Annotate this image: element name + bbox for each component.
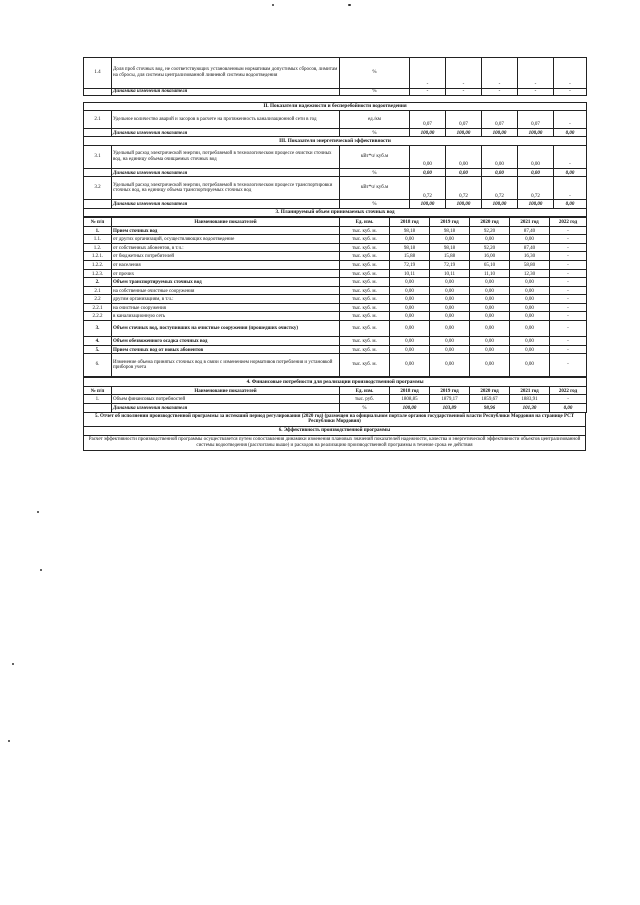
section-6-title: 6. Эффективность производственной программы [83, 427, 586, 436]
cell: 0,00 [430, 321, 470, 337]
cell: 0,00 [410, 145, 446, 168]
row-num: 1.2.3. [84, 269, 112, 278]
column-header: 2022 год [550, 217, 587, 226]
cell: 0,00 [470, 337, 510, 346]
table-row [84, 269, 587, 278]
cell: 0,00 [518, 145, 554, 168]
cell: 0,00 [390, 286, 430, 295]
row-text: Объем финансовых потребностей [112, 395, 340, 404]
cell: 0,00 [554, 200, 587, 208]
cell: 0,07 [446, 110, 482, 128]
cell: 100,00 [518, 128, 554, 136]
row-unit: тыс. куб. м. [340, 312, 390, 321]
cell: 0,07 [482, 110, 518, 128]
cell: 1883,91 [510, 395, 550, 404]
cell: - [550, 235, 587, 244]
dynamics-label: Динамика изменения показателя [112, 89, 340, 96]
scan-speck [8, 740, 10, 742]
cell: - [550, 269, 587, 278]
dynamics-unit: % [340, 89, 410, 96]
cell: 98,18 [390, 243, 430, 252]
cell: 0,00 [470, 235, 510, 244]
cell: 0,00 [510, 278, 550, 287]
cell: 0,00 [446, 168, 482, 176]
row-num: 1. [84, 395, 112, 404]
row-text: на собственные очистные сооружения [112, 286, 340, 295]
table-row [84, 303, 587, 312]
row-num: 2.2.2 [84, 312, 112, 321]
row-num: 4. [84, 337, 112, 346]
cell: 0,00 [390, 354, 430, 377]
row-unit: тыс. куб. м. [340, 286, 390, 295]
column-header: 2018 год [390, 386, 430, 395]
scan-speck [12, 663, 14, 665]
cell: 0,00 [554, 128, 587, 136]
dynamics-unit: % [340, 128, 410, 136]
cell: - [550, 303, 587, 312]
cell: - [550, 395, 587, 404]
cell: 0,00 [390, 345, 430, 354]
row-unit: тыс. куб. м. [340, 278, 390, 287]
table-row [84, 252, 587, 261]
row-num: 1.4 [84, 58, 112, 89]
dynamics-unit: % [340, 200, 410, 208]
dynamics-label: Динамика изменения показателя [112, 200, 340, 208]
cell: 0,07 [410, 110, 446, 128]
row-text: Объем обезвоженного осадка сточных вод [112, 337, 340, 346]
row-num: 1.2. [84, 243, 112, 252]
cell: 0,00 [390, 312, 430, 321]
dynamics-unit: % [340, 404, 390, 413]
cell: 0,00 [510, 303, 550, 312]
row-num: 1.1. [84, 235, 112, 244]
column-header: Ед. изм. [340, 217, 390, 226]
column-header: Ед. изм. [340, 386, 390, 395]
table-row [84, 404, 587, 413]
section-5-report: 5. Отчет об исполнении производственной программы за истекший период регулирования (2020 год) (размещен на официальном портале органов государственной власти Республики Мордовия на странице РСТ Республики Мордовия) [83, 413, 586, 428]
cell: - [554, 177, 587, 200]
cell: 0,00 [430, 354, 470, 377]
row-text: от населения [112, 260, 340, 269]
cell: 15,88 [390, 252, 430, 261]
cell: 0,00 [550, 404, 587, 413]
row-text: от прочих [112, 269, 340, 278]
cell: 0,72 [446, 177, 482, 200]
row-unit: тыс. куб. м. [340, 321, 390, 337]
column-header: 2019 год [430, 386, 470, 395]
table-row [84, 395, 587, 404]
cell: - [410, 58, 446, 89]
cell: - [482, 89, 518, 96]
cell: 0,00 [510, 295, 550, 304]
cell: 100,00 [410, 128, 446, 136]
cell: 0,00 [470, 345, 510, 354]
cell: 12,30 [510, 269, 550, 278]
dynamics-label: Динамика изменения показателя [112, 168, 340, 176]
cell: 0,00 [470, 312, 510, 321]
row-num: 1. [84, 226, 112, 235]
column-header: 2018 год [390, 217, 430, 226]
cell: 0,00 [390, 278, 430, 287]
cell: 0,00 [430, 312, 470, 321]
row-num: 1.2.1. [84, 252, 112, 261]
cell: 0,00 [510, 312, 550, 321]
cell: 72,19 [430, 260, 470, 269]
table-row [84, 243, 587, 252]
row-text: от других организаций, осуществляющих водоотведение [112, 235, 340, 244]
row-unit: тыс. руб. [340, 395, 390, 404]
row-text: Удельное количество аварий и засоров в расчете на протяженность канализационной сети в год [112, 110, 340, 128]
cell: 100,00 [446, 128, 482, 136]
cell: - [554, 145, 587, 168]
row-num: 5. [84, 345, 112, 354]
table-row [84, 337, 587, 346]
cell: 11,10 [470, 269, 510, 278]
cell: 16,00 [470, 252, 510, 261]
cell: - [550, 295, 587, 304]
cell: 10,11 [430, 269, 470, 278]
document-sheet [83, 57, 586, 451]
table-row [84, 235, 587, 244]
cell: 100,00 [390, 404, 430, 413]
cell: 100,00 [518, 200, 554, 208]
row-text: от собственных абонентов, в т.ч.: [112, 243, 340, 252]
table-row [84, 226, 587, 235]
row-num: 3.1 [84, 145, 112, 168]
cell: 0,00 [430, 235, 470, 244]
cell: 101,30 [510, 404, 550, 413]
cell: 98,18 [430, 226, 470, 235]
cell: 0,00 [430, 337, 470, 346]
row-text: Прием сточных вод от новых абонентов [112, 345, 340, 354]
cell: 0,00 [430, 345, 470, 354]
row-text: Прием сточных вод [112, 226, 340, 235]
row-num: 6. [84, 354, 112, 377]
cell: 0,00 [470, 354, 510, 377]
row-num: 3. [84, 321, 112, 337]
row-text: Объем транспортируемых сточных вод [112, 278, 340, 287]
cell: 0,00 [390, 303, 430, 312]
table-header-row [84, 386, 587, 395]
cell: - [550, 252, 587, 261]
table-row [84, 295, 587, 304]
cell: 0,00 [470, 321, 510, 337]
cell: 10,11 [390, 269, 430, 278]
row-num: 2.2.1 [84, 303, 112, 312]
cell: 0,00 [470, 286, 510, 295]
row-text: Изменение объема принятых сточных вод в связи с изменением нормативов потребления и установкой приборов учета [112, 354, 340, 377]
cell: 0,00 [390, 235, 430, 244]
cell: 15,88 [430, 252, 470, 261]
cell: 100,00 [446, 200, 482, 208]
row-unit: тыс. куб. м. [340, 295, 390, 304]
cell: - [550, 337, 587, 346]
row-text: Удельный расход электрической энергии, потребляемой в технологическом процессе транспортировки сточных вод, на единицу объема транспортируемых сточных вод [112, 177, 340, 200]
dynamics-label: Динамика изменения показателя [112, 404, 340, 413]
cell: - [550, 243, 587, 252]
cell: 98,18 [390, 226, 430, 235]
cell: 100,00 [482, 128, 518, 136]
column-header: 2022 год [550, 386, 587, 395]
row-unit: тыс. куб. м. [340, 243, 390, 252]
row-num: 3.2 [84, 177, 112, 200]
cell: 0,72 [410, 177, 446, 200]
table-planned-volume [83, 217, 587, 377]
cell: 0,00 [510, 354, 550, 377]
row-num: 2.1 [84, 110, 112, 128]
table-row [84, 260, 587, 269]
table-row [84, 345, 587, 354]
cell: - [554, 89, 587, 96]
table-top [83, 57, 587, 96]
table-financial [83, 377, 587, 412]
cell: - [550, 278, 587, 287]
cell: 87,40 [510, 226, 550, 235]
cell: 98,96 [470, 404, 510, 413]
scan-speck [348, 4, 351, 6]
cell: - [482, 58, 518, 89]
column-header: 2019 год [430, 217, 470, 226]
table-row [84, 286, 587, 295]
row-text: Доля проб сточных вод, не соответствующих установленным нормативам допустимых сбросов, лимитам на сбросы, для системы централизованной ливневой системы водоотведения [112, 58, 340, 89]
cell: 0,00 [518, 168, 554, 176]
cell: - [446, 58, 482, 89]
table-indicators [83, 102, 587, 217]
cell: 0,00 [470, 278, 510, 287]
row-text: Удельный расход электрической энергии, потребляемой в технологическом процессе очистки сточных вод, на единицу объема очищаемых сточных вод [112, 145, 340, 168]
dynamics-unit: % [340, 168, 410, 176]
section-title: 3. Планируемый объем принимаемых сточных вод [84, 208, 587, 216]
row-text: от бюджетных потребителей [112, 252, 340, 261]
cell: 0,00 [390, 295, 430, 304]
cell: 0,00 [430, 303, 470, 312]
cell: 58,80 [510, 260, 550, 269]
cell: - [550, 226, 587, 235]
cell: 103,89 [430, 404, 470, 413]
cell: 0,07 [518, 110, 554, 128]
cell: 1879,17 [430, 395, 470, 404]
column-header: 2021 год [510, 217, 550, 226]
row-unit: тыс. куб. м. [340, 354, 390, 377]
row-unit: тыс. куб. м. [340, 226, 390, 235]
cell: - [550, 345, 587, 354]
cell: 0,00 [446, 145, 482, 168]
column-header: № п/п [84, 386, 112, 395]
cell: 92,20 [470, 243, 510, 252]
cell: 0,00 [390, 337, 430, 346]
cell: 98,18 [430, 243, 470, 252]
row-num: 1.2.2. [84, 260, 112, 269]
cell: 0,00 [470, 295, 510, 304]
table-row [84, 278, 587, 287]
row-unit: кВт*ч/ куб.м [340, 177, 410, 200]
column-header: 2020 год [470, 217, 510, 226]
row-unit: тыс. куб. м. [340, 303, 390, 312]
column-header: № п/п [84, 217, 112, 226]
column-header: 2021 год [510, 386, 550, 395]
cell: - [410, 89, 446, 96]
cell: 0,00 [554, 168, 587, 176]
row-text: в канализационную сеть [112, 312, 340, 321]
cell: 0,00 [482, 145, 518, 168]
row-text: на очистные сооружения [112, 303, 340, 312]
cell: 0,00 [510, 321, 550, 337]
scan-speck [40, 569, 42, 571]
table-row [84, 354, 587, 377]
row-num: 2.2 [84, 295, 112, 304]
cell: 1808,85 [390, 395, 430, 404]
column-header: Наименование показателей [112, 386, 340, 395]
row-unit: тыс. куб. м. [340, 252, 390, 261]
cell: 100,00 [482, 200, 518, 208]
row-unit: тыс. куб. м. [340, 337, 390, 346]
cell: 0,00 [510, 345, 550, 354]
cell: 0,00 [510, 235, 550, 244]
cell: - [550, 260, 587, 269]
cell: 100,00 [410, 200, 446, 208]
cell: 87,40 [510, 243, 550, 252]
cell: - [550, 321, 587, 337]
cell: 92,20 [470, 226, 510, 235]
cell: 0,00 [430, 286, 470, 295]
table-body [84, 226, 587, 377]
cell: - [550, 286, 587, 295]
cell: 65,10 [470, 260, 510, 269]
cell: - [550, 354, 587, 377]
cell: - [554, 110, 587, 128]
table-row [84, 312, 587, 321]
cell: 72,19 [390, 260, 430, 269]
column-header: Наименование показателей [112, 217, 340, 226]
row-unit: % [340, 58, 410, 89]
section-title: II. Показатели надежности и бесперебойности водоотведения [84, 102, 587, 110]
row-text: Объем сточных вод, поступивших на очистные сооружения (прошедших очистку) [112, 321, 340, 337]
section-title: III. Показатели энергетической эффективности [84, 137, 587, 145]
column-header: 2020 год [470, 386, 510, 395]
cell: - [518, 58, 554, 89]
cell: - [518, 89, 554, 96]
cell: - [550, 312, 587, 321]
cell: 0,72 [518, 177, 554, 200]
row-text: другим организациям, в т.ч.: [112, 295, 340, 304]
cell: 0,00 [510, 337, 550, 346]
cell: 0,00 [410, 168, 446, 176]
cell: 0,00 [390, 321, 430, 337]
cell: 0,00 [510, 286, 550, 295]
cell: - [446, 89, 482, 96]
cell: 0,00 [430, 295, 470, 304]
cell: 0,72 [482, 177, 518, 200]
cell: 0,00 [482, 168, 518, 176]
row-unit: ед./км [340, 110, 410, 128]
row-num: 2.1 [84, 286, 112, 295]
dynamics-label: Динамика изменения показателя [112, 128, 340, 136]
row-num: 2. [84, 278, 112, 287]
cell: - [554, 58, 587, 89]
table-header-row [84, 217, 587, 226]
row-unit: тыс. куб. м. [340, 260, 390, 269]
table-row [84, 321, 587, 337]
scan-speck [272, 4, 274, 6]
cell: 1859,67 [470, 395, 510, 404]
row-unit: тыс. куб. м. [340, 235, 390, 244]
cell: 0,00 [430, 278, 470, 287]
section-6-text: Расчет эффективности производственной программы осуществляется путем сопоставления динамики изменения плановых значений показателей надежности, качества и энергетической эффективности объектов централизованной системы водоотведения (рассчитаны выше) и расходов на реализацию производственной программы в течение срока ее действия [83, 436, 586, 451]
cell: 16,30 [510, 252, 550, 261]
scan-speck [37, 511, 39, 513]
section-title: 4. Финансовые потребности для реализации производственной программы [84, 378, 587, 387]
row-unit: тыс. куб. м. [340, 269, 390, 278]
row-unit: кВт*ч/ куб.м [340, 145, 410, 168]
row-unit: тыс. куб. м. [340, 345, 390, 354]
cell: 0,00 [470, 303, 510, 312]
